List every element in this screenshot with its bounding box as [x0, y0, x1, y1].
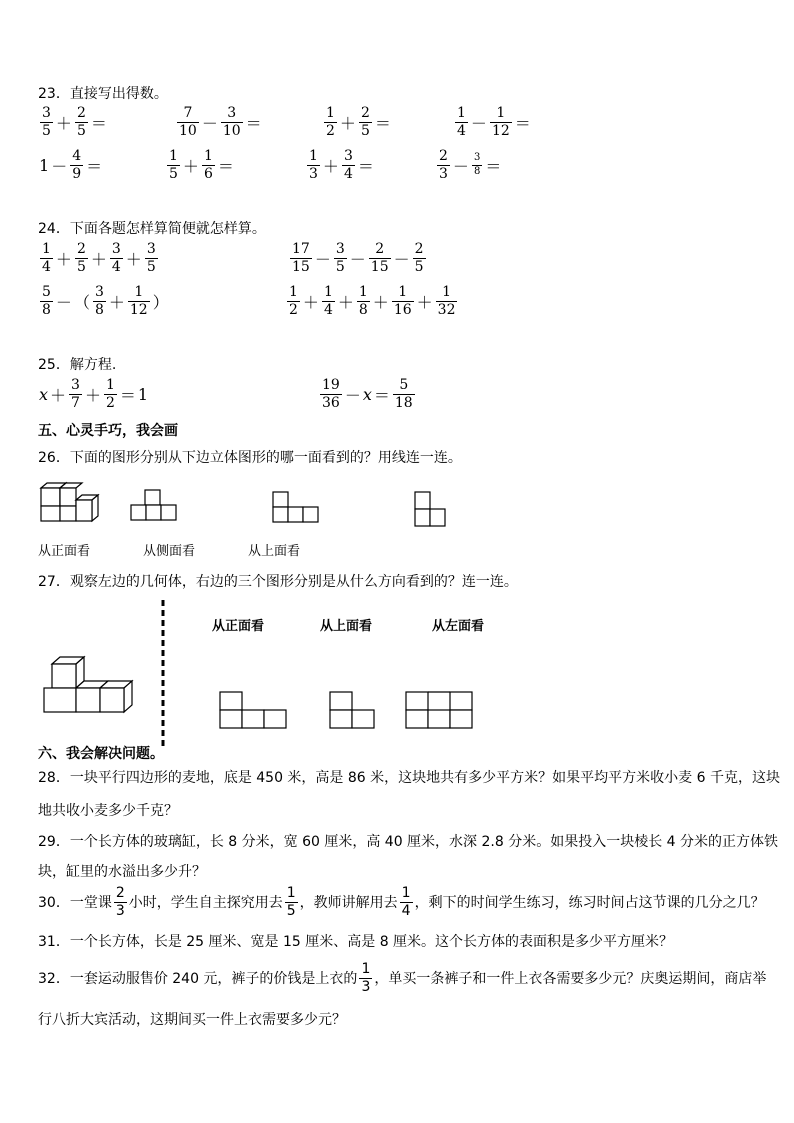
numerator: 2	[360, 105, 370, 121]
denominator: 5	[169, 165, 178, 182]
left-paren: （	[73, 292, 90, 312]
denominator: 2	[105, 394, 115, 411]
plus: ＋	[50, 385, 67, 405]
plus: ＋	[125, 249, 142, 269]
numerator: 1	[442, 284, 452, 300]
q32-line-1	[38, 962, 766, 994]
q27-view-shape-1	[219, 691, 289, 731]
equals: ＝	[217, 156, 234, 176]
denominator: 12	[491, 122, 510, 139]
denominator: 3	[361, 978, 371, 995]
q26-title: 26．下面的图形分别从下边立体图形的哪一面看到的？用线连一连。	[38, 450, 462, 466]
numerator: 1	[134, 284, 144, 300]
numerator: 3	[42, 105, 51, 121]
denominator: 5	[414, 258, 424, 275]
denominator: 7	[71, 394, 80, 411]
q30-part-3: ，教师讲解用去	[299, 895, 398, 912]
numerator: 5	[42, 284, 51, 300]
denominator: 5	[76, 122, 86, 139]
q24-expr-1	[38, 242, 160, 274]
equals: ＝	[374, 113, 391, 133]
q31-text: 31．一个长方体，长是 25 厘米、宽是 15 厘米、高是 8 厘米。这个长方体的表面积是多少平方厘米？	[38, 934, 674, 950]
operator: ＋	[55, 113, 72, 133]
equals: ＝	[373, 385, 390, 405]
numerator: 1	[398, 284, 408, 300]
numerator: 1	[42, 241, 51, 257]
denominator: 15	[370, 258, 389, 275]
q30-part-1: 30．一堂课	[38, 895, 112, 912]
q27-label-front: 从正面看	[212, 619, 265, 634]
q28-line-1: 28．一块平行四边形的麦地，底是 450 米，高是 86 米，这块地共有多少平方米？如果平均平方米收小麦 6 千克，这块	[38, 770, 780, 786]
numerator: 3	[227, 105, 237, 121]
numerator: 2	[76, 241, 86, 257]
numerator: 1	[203, 148, 213, 164]
denominator: 5	[335, 258, 345, 275]
q30-text	[38, 886, 765, 918]
denominator: 2	[326, 122, 335, 139]
numerator: 1	[309, 148, 318, 164]
equals: ＝	[119, 385, 136, 405]
q26-solid-figure	[38, 480, 100, 524]
section-5-heading: 五、心灵手巧，我会画	[38, 423, 178, 439]
numerator: 3	[111, 241, 121, 257]
numerator: 2	[115, 885, 125, 901]
denominator: 4	[111, 258, 121, 275]
operator: －	[452, 156, 469, 176]
denominator: 4	[42, 258, 51, 275]
numerator: 1	[326, 105, 335, 121]
numerator: 3	[71, 377, 80, 393]
denominator: 10	[222, 122, 241, 139]
q27-view-shape-3	[405, 691, 475, 731]
q24-expr-3	[38, 285, 170, 317]
q27-dashed-divider	[160, 600, 166, 750]
q30-part-4: ，剩下的时间学生练习，练习时间占这节课的几分之几？	[414, 895, 765, 912]
numerator: 5	[399, 377, 409, 393]
q32-part-2: ，单买一条裤子和一件上衣各需要多少元？庆奥运期间，商店举	[374, 971, 767, 988]
denominator: 16	[393, 301, 412, 318]
numerator: 1	[323, 284, 333, 300]
numerator: 3	[473, 152, 481, 164]
denominator: 5	[42, 122, 51, 139]
q25-title: 25．解方程.	[38, 357, 117, 373]
q26-view-shape-1	[130, 488, 178, 524]
number-one: 1	[39, 155, 50, 175]
plus: ＋	[84, 385, 101, 405]
equals: ＝	[245, 113, 262, 133]
q26-label-top: 从上面看	[248, 544, 301, 559]
numerator: 1	[286, 885, 296, 901]
denominator: 4	[323, 301, 333, 318]
numerator: 7	[183, 105, 193, 121]
numerator: 4	[72, 148, 82, 164]
q23-item-6	[165, 149, 235, 181]
q27-solid-figure	[40, 655, 140, 717]
rhs: 1	[137, 384, 149, 404]
numerator: 1	[105, 377, 115, 393]
numerator: 1	[289, 284, 298, 300]
numerator: 1	[358, 284, 368, 300]
numerator: 1	[401, 885, 411, 901]
q30-part-2: 小时，学生自主探究用去	[128, 895, 283, 912]
numerator: 1	[169, 148, 178, 164]
denominator: 3	[309, 165, 318, 182]
operator: ＋	[339, 113, 356, 133]
right-paren: ）	[152, 292, 169, 312]
numerator: 17	[292, 241, 310, 257]
q26-view-shape-2	[272, 490, 320, 526]
denominator: 18	[394, 394, 413, 411]
numerator: 1	[361, 961, 371, 977]
operator: －	[51, 156, 68, 176]
minus: －	[55, 292, 72, 312]
numerator: 1	[496, 105, 506, 121]
numerator: 3	[94, 284, 104, 300]
plus: ＋	[90, 249, 107, 269]
q23-item-8	[435, 149, 502, 181]
equals: ＝	[514, 113, 531, 133]
denominator: 8	[473, 165, 481, 177]
minus: －	[349, 249, 366, 269]
q26-label-front: 从正面看	[38, 544, 91, 559]
denominator: 12	[129, 301, 148, 318]
q23-item-1	[38, 106, 108, 138]
q32-line-2: 行八折大宾活动，这期间买一件上衣需要多少元？	[38, 1012, 346, 1028]
denominator: 5	[286, 902, 296, 919]
denominator: 8	[42, 301, 51, 318]
denominator: 5	[76, 258, 86, 275]
variable-x: x	[362, 384, 372, 404]
plus: ＋	[372, 292, 389, 312]
operator: －	[470, 113, 487, 133]
numerator: 2	[439, 148, 448, 164]
denominator: 15	[292, 258, 310, 275]
q27-label-left: 从左面看	[432, 619, 485, 634]
q27-view-shape-2	[329, 691, 377, 731]
minus: －	[393, 249, 410, 269]
operator: ＋	[182, 156, 199, 176]
numerator: 3	[146, 241, 156, 257]
section-6-heading: 六、我会解决问题。	[38, 746, 164, 762]
operator: ＋	[322, 156, 339, 176]
variable-x: x	[39, 384, 49, 404]
denominator: 10	[179, 122, 197, 139]
denominator: 9	[72, 165, 82, 182]
numerator: 3	[335, 241, 345, 257]
q26-view-shape-3	[413, 490, 449, 530]
q26-label-side: 从侧面看	[143, 544, 196, 559]
q23-item-5	[38, 149, 103, 181]
equals: ＝	[357, 156, 374, 176]
q24-title: 24．下面各题怎样算简便就怎样算。	[38, 221, 266, 237]
denominator: 3	[439, 165, 448, 182]
q29-line-2: 块，缸里的水溢出多少升？	[38, 864, 206, 880]
denominator: 3	[115, 902, 125, 919]
equals: ＝	[86, 156, 103, 176]
q23-item-4	[453, 106, 532, 138]
denominator: 36	[322, 394, 340, 411]
operator: －	[201, 113, 218, 133]
denominator: 4	[401, 902, 411, 919]
q32-part-1: 32．一套运动服售价 240 元，裤子的价钱是上衣的	[38, 971, 358, 988]
q25-equation-1	[38, 378, 149, 410]
plus: ＋	[302, 292, 319, 312]
q27-label-top: 从上面看	[320, 619, 373, 634]
denominator: 32	[437, 301, 456, 318]
q25-equation-2	[318, 378, 417, 410]
numerator: 19	[322, 377, 340, 393]
denominator: 4	[457, 122, 466, 139]
plus: ＋	[416, 292, 433, 312]
equals: ＝	[485, 156, 502, 176]
plus: ＋	[108, 292, 125, 312]
numerator: 1	[457, 105, 466, 121]
denominator: 4	[343, 165, 353, 182]
numerator: 2	[414, 241, 424, 257]
equals: ＝	[90, 113, 107, 133]
numerator: 2	[375, 241, 385, 257]
plus: ＋	[337, 292, 354, 312]
denominator: 8	[94, 301, 104, 318]
q28-line-2: 地共收小麦多少千克？	[38, 803, 178, 819]
q24-expr-4	[285, 285, 459, 317]
q27-title: 27．观察左边的几何体，右边的三个图形分别是从什么方向看到的？连一连。	[38, 574, 518, 590]
denominator: 2	[289, 301, 298, 318]
denominator: 5	[146, 258, 156, 275]
denominator: 8	[358, 301, 368, 318]
q23-title: 23．直接写出得数。	[38, 86, 168, 102]
q23-item-7	[305, 149, 375, 181]
minus: －	[344, 385, 361, 405]
numerator: 3	[343, 148, 353, 164]
denominator: 6	[203, 165, 213, 182]
numerator: 2	[76, 105, 86, 121]
q24-expr-2	[288, 242, 428, 274]
minus: －	[314, 249, 331, 269]
denominator: 5	[360, 122, 370, 139]
q29-line-1: 29．一个长方体的玻璃缸，长 8 分米，宽 60 厘米，高 40 厘米，水深 2.8 分米。如果投入一块棱长 4 分米的正方体铁	[38, 834, 779, 850]
plus: ＋	[55, 249, 72, 269]
q23-item-3	[322, 106, 392, 138]
q23-item-2	[175, 106, 263, 138]
